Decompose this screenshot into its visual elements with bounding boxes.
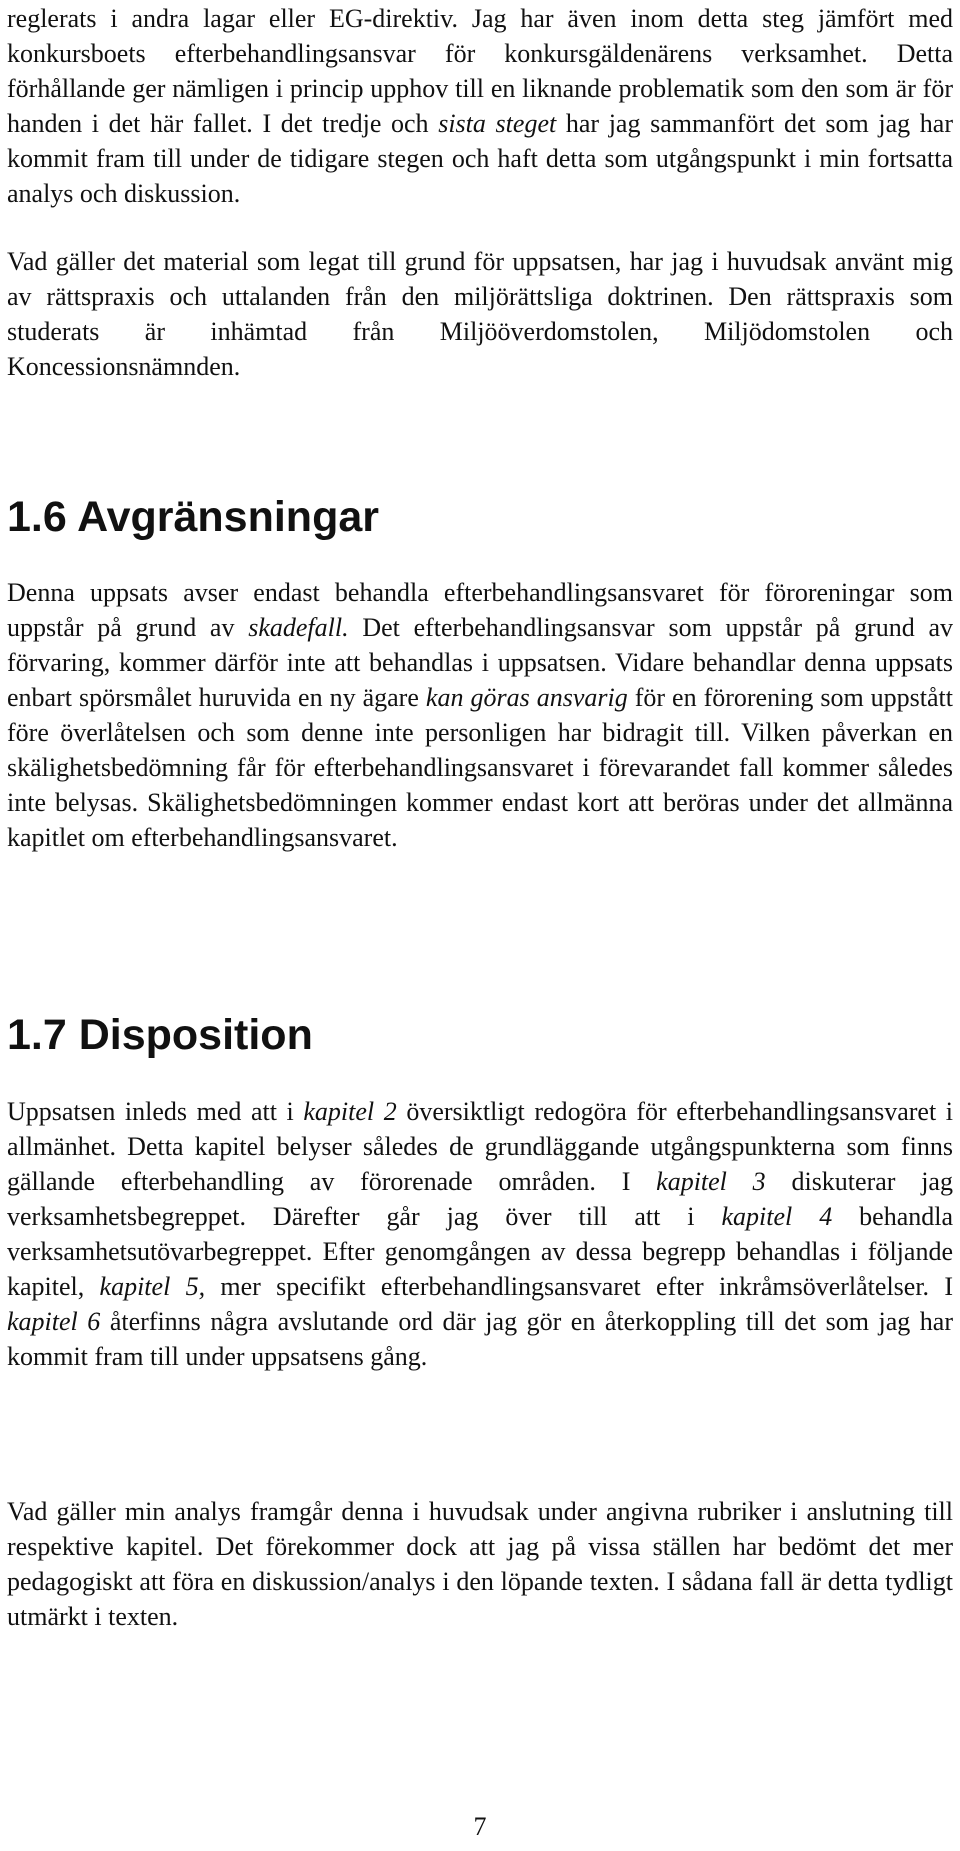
paragraph-disposition (7, 1094, 953, 1374)
paragraph-analysis-note (7, 1494, 953, 1634)
paragraph-avgransningar (7, 575, 953, 855)
heading-avgransningar: 1.6 Avgränsningar (7, 493, 379, 541)
text-run: Vad gäller det material som legat till grund för uppsatsen, har jag i huvudsak använt mig av rättspraxis och uttalanden från den miljörättsliga doktrinen. Den rättspraxis som studerats är inhämtad från Miljööverdomstolen, Miljödomstolen och Koncessionsnämnden. (7, 247, 953, 381)
heading-disposition: 1.7 Disposition (7, 1011, 313, 1059)
italic-text-run: kan göras ansvarig (425, 683, 628, 712)
page-number: 7 (473, 1812, 487, 1841)
text-run: reglerats i andra lagar eller EG-direktiv. Jag har även inom detta steg jämfört med konkursboets efterbehandlingsansvar för konkursgäldenärens verksamhet. Detta förhållande ger nämligen i princip upphov till en liknande problematik som den som är för handen i det här fallet. I det tredje och (7, 4, 953, 138)
text-run: för en förorening som uppstått före överlåtelsen och som denne inte personligen har bidragit till. Vilken påverkan en skälighetsbedömning får för efterbehandlingsansvaret i förevarandet fall kommer således inte belysas. Skälighetsbedömningen kommer endast kort att beröras under det allmänna kapitlet om efterbehandlingsansvaret. (7, 683, 954, 852)
italic-text-run: sista steget (438, 109, 557, 138)
text-run: översiktligt redogöra för efterbehandlingsansvaret i allmänhet. Detta kapitel belyser således de grundläggande utgångspunkterna som finns gällande efterbehandling av förorenade områden. I (7, 1097, 953, 1196)
italic-text-run: kapitel 2 (303, 1097, 397, 1126)
text-run: återfinns några avslutande ord där jag gör en återkoppling till det som jag har kommit fram till under uppsatsens gång. (7, 1307, 953, 1371)
text-run: Uppsatsen inleds med att i (7, 1097, 304, 1126)
text-run: behandla verksamhetsutövarbegreppet. Efter genomgången av dessa begrepp behandlas i följande kapitel, (7, 1202, 954, 1301)
text-run: Denna uppsats avser endast behandla efterbehandlingsansvaret för föroreningar som uppstår på grund av (7, 578, 953, 642)
italic-text-run: kapitel 3 (656, 1167, 766, 1196)
paragraph-method-steps (7, 1, 953, 211)
text-run: har jag sammanfört det som jag har kommit fram till under de tidigare stegen och haft detta som utgångspunkt i min fortsatta analys och diskussion. (7, 109, 953, 208)
text-run: mer specifikt efterbehandlingsansvaret efter inkråmsöverlåtelser. I (205, 1272, 953, 1301)
text-run: Vad gäller min analys framgår denna i huvudsak under angivna rubriker i anslutning till respektive kapitel. Det förekommer dock att jag på vissa ställen har bedömt det mer pedagogiskt att föra en diskussion/analys i den löpande texten. I sådana fall är detta tydligt utmärkt i texten. (7, 1497, 953, 1631)
text-run: diskuterar jag verksamhetsbegreppet. Därefter går jag över till att i (7, 1167, 953, 1231)
italic-text-run: kapitel 6 (7, 1307, 101, 1336)
italic-text-run: kapitel 4 (721, 1202, 833, 1231)
italic-text-run: kapitel 5, (99, 1272, 206, 1301)
paragraph-source-material (7, 244, 953, 384)
italic-text-run: skadefall. (248, 613, 349, 642)
text-run: Det efterbehandlingsansvar som uppstår på grund av förvaring, kommer därför inte att behandlas i uppsatsen. Vidare behandlar denna uppsats enbart spörsmålet huruvida en ny ägare (7, 613, 953, 712)
